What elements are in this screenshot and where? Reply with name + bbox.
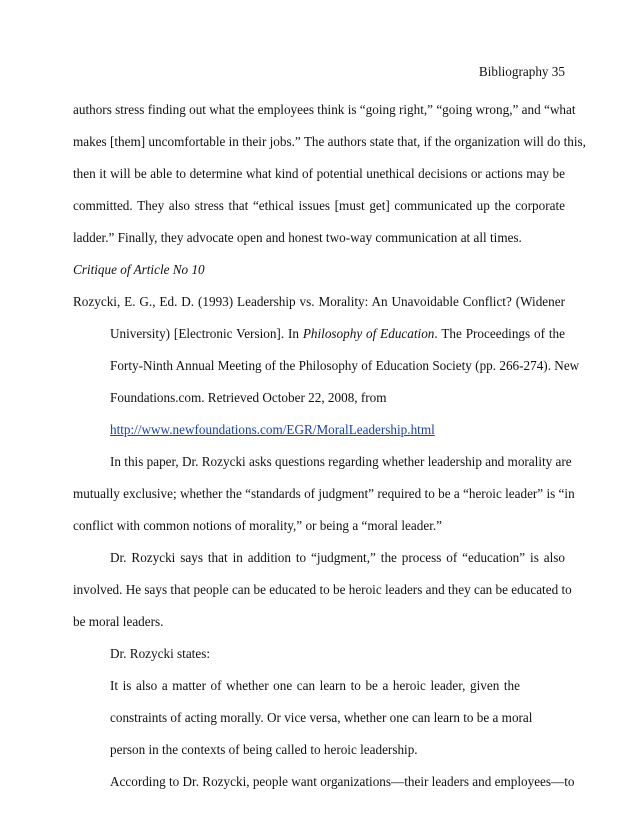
para4-line: Dr. Rozycki states: — [110, 646, 210, 661]
citation-text-pre: University) [Electronic Version]. In — [110, 326, 303, 341]
citation-line-2 — [110, 325, 565, 343]
para5-line-1: According to Dr. Rozycki, people want organizations—their leaders and employees—to — [110, 774, 575, 789]
block-quote-line-1: It is also a matter of whether one can learn to be a heroic leader, given the — [110, 678, 520, 693]
body-line-2: makes [them] uncomfortable in their jobs.” The authors state that, if the organization will do this, — [73, 134, 586, 149]
running-head: Bibliography 35 — [478, 64, 565, 79]
body-line-5: ladder.” Finally, they advocate open and honest two-way communication at all times. — [73, 230, 522, 245]
citation-url-line — [110, 421, 565, 439]
section-heading: Critique of Article No 10 — [73, 262, 205, 277]
para2-line-2: mutually exclusive; whether the “standards of judgment” required to be a “heroic leader” is “in — [73, 486, 575, 501]
para3-line-1: Dr. Rozycki says that in addition to “judgment,” the process of “education” is also — [110, 550, 565, 565]
citation-url-link[interactable]: http://www.newfoundations.com/EGR/MoralLeadership.html — [110, 422, 435, 437]
citation-text-post: . The Proceedings of the — [434, 326, 565, 341]
citation-line-3: Forty-Ninth Annual Meeting of the Philosophy of Education Society (pp. 266-274). New — [110, 358, 580, 373]
citation-title-italic: Philosophy of Education — [302, 326, 435, 341]
para2-line-3: conflict with common notions of morality,” or being a “moral leader.” — [73, 518, 443, 533]
citation-line-4: Foundations.com. Retrieved October 22, 2008, from — [110, 390, 387, 405]
block-quote-line-2: constraints of acting morally. Or vice versa, whether one can learn to be a moral — [110, 710, 533, 725]
citation-line-1: Rozycki, E. G., Ed. D. (1993) Leadership vs. Morality: An Unavoidable Conflict? (Widener — [73, 294, 565, 309]
para3-line-2: involved. He says that people can be educated to be heroic leaders and they can be educated to — [73, 582, 572, 597]
para2-line-1: In this paper, Dr. Rozycki asks questions regarding whether leadership and morality are — [110, 454, 572, 469]
para3-line-3: be moral leaders. — [73, 614, 164, 629]
body-line-1: authors stress finding out what the employees think is “going right,” “going wrong,” and “what — [73, 102, 576, 117]
body-line-3: then it will be able to determine what kind of potential unethical decisions or actions may be — [73, 166, 565, 181]
body-line-4: committed. They also stress that “ethical issues [must get] communicated up the corporate — [73, 198, 565, 213]
block-quote-line-3: person in the contexts of being called to heroic leadership. — [110, 742, 418, 757]
